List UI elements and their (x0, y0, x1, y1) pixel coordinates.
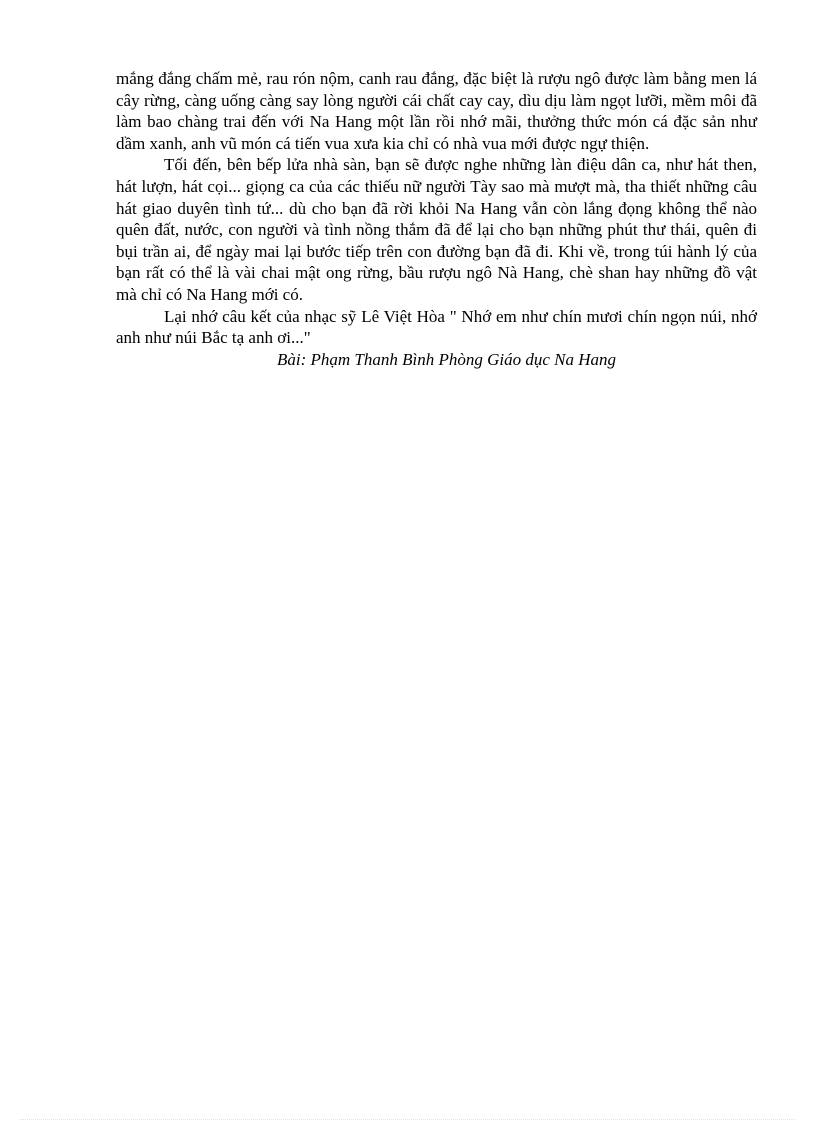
paragraph-food: mắng đắng chấm mẻ, rau rón nộm, canh rau đắng, đặc biệt là rượu ngô được làm bằng men lá cây rừng, càng uống càng say lòng người cái chất cay cay, dìu dịu làm ngọt lưỡi, mềm môi đã làm bao chàng trai đến với Na Hang một lần rồi nhớ mãi, thưởng thức món cá đặc sản như dầm xanh, anh vũ món cá tiến vua xưa kia chỉ có nhà vua mới được ngự thiện. (116, 69, 757, 153)
paragraph-evening: Tối đến, bên bếp lửa nhà sàn, bạn sẽ được nghe những làn điệu dân ca, như hát then, hát lượn, hát cọi... giọng ca của các thiếu nữ người Tày sao mà mượt mà, tha thiết những câu hát giao duyên tình tứ... dù cho bạn đã rời khỏi Na Hang vẫn còn lắng đọng không thể nào quên đất, nước, con người và tình nồng thắm đã để lại cho bạn những phút thư thái, quên đi bụi trần ai, để ngày mai lại bước tiếp trên con đường bạn đã đi. Khi về, trong túi hành lý của bạn rất có thể là vài chai mật ong rừng, bầu rượu ngô Nà Hang, chè shan hay những đồ vật mà chỉ có Na Hang mới có. (116, 155, 757, 304)
author-signature: Bài: Phạm Thanh Bình Phòng Giáo dục Na Hang (276, 349, 617, 369)
paragraph-song-quote: Lại nhớ câu kết của nhạc sỹ Lê Việt Hòa " Nhớ em như chín mươi chín ngọn núi, nhớ anh như núi Bắc tạ anh ơi..." (116, 306, 757, 348)
article-body (116, 68, 757, 370)
page-bottom-divider (20, 1119, 796, 1120)
